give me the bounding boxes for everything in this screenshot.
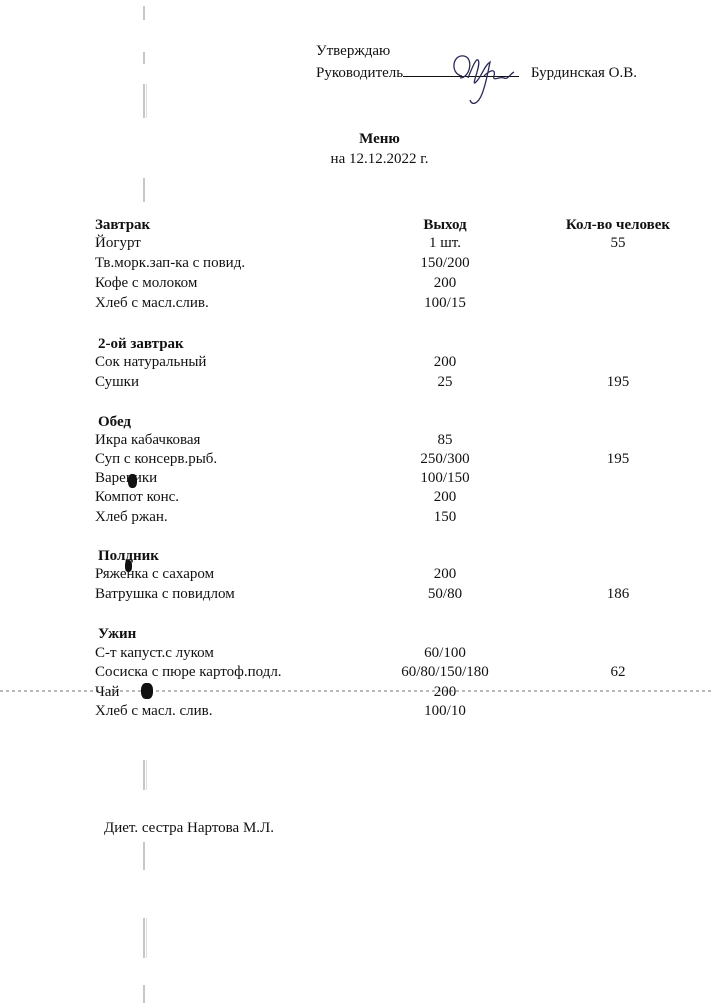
signatory: Диет. сестра Нартова М.Л.	[104, 820, 274, 836]
dish-output: 200	[433, 489, 457, 505]
dish-name: Хлеб ржан.	[95, 509, 168, 525]
ink-blot	[141, 683, 153, 699]
scan-artifact	[146, 760, 147, 790]
page-title: Меню	[359, 131, 400, 147]
dish-output: 1 шт.	[429, 235, 461, 251]
dish-name: Сушки	[95, 374, 139, 390]
dish-output: 100/150	[420, 470, 470, 486]
dish-output: 200	[433, 566, 457, 582]
dish-name: Суп с консерв.рыб.	[95, 451, 218, 467]
dish-output: 250/300	[420, 451, 470, 467]
dish-output: 150/200	[420, 255, 470, 271]
dish-output: 25	[437, 374, 453, 390]
dish-name: Хлеб с масл.слив.	[95, 295, 209, 311]
dish-name: Тв.морк.зап-ка с повид.	[95, 255, 246, 271]
dish-name: Ряженка с сахаром	[95, 566, 215, 582]
dish-name: Чай	[95, 684, 120, 700]
section-heading: 2-ой завтрак	[98, 336, 184, 352]
dish-output: 50/80	[427, 586, 463, 602]
scan-artifact	[143, 6, 145, 20]
dish-output: 200	[433, 684, 457, 700]
approve-label: Утверждаю	[316, 43, 391, 59]
dish-name: Сосиска с пюре картоф.подл.	[95, 664, 282, 680]
people-count: 195	[606, 451, 630, 467]
dish-output: 60/100	[424, 645, 466, 661]
scan-artifact	[143, 178, 145, 202]
col-header-output: Выход	[423, 217, 467, 233]
scan-artifact	[143, 760, 145, 790]
dish-output: 100/10	[424, 703, 466, 719]
dish-name: Компот конс.	[95, 489, 180, 505]
section-heading: Ужин	[98, 626, 137, 642]
dish-name: Икра кабачковая	[95, 432, 201, 448]
dish-name: Ватрушка с повидлом	[95, 586, 235, 602]
scan-artifact	[146, 84, 147, 118]
dish-output: 150	[433, 509, 457, 525]
dish-output: 85	[437, 432, 453, 448]
approver-name: Бурдинская О.В.	[530, 65, 637, 81]
col-header-meal: Завтрак	[95, 217, 151, 233]
position-label: Руководитель	[316, 65, 404, 81]
scan-artifact	[146, 918, 147, 958]
scan-artifact	[143, 985, 145, 1003]
scan-artifact	[143, 842, 145, 870]
people-count: 62	[610, 664, 626, 680]
people-count: 186	[606, 586, 630, 602]
people-count: 55	[610, 235, 626, 251]
dish-name: С-т капуст.с луком	[95, 645, 214, 661]
menu-date: на 12.12.2022 г.	[330, 151, 429, 167]
handwritten-signature	[448, 48, 518, 108]
dish-name: Сок натуральный	[95, 354, 207, 370]
scan-artifact	[143, 84, 145, 118]
dish-output: 100/15	[424, 295, 466, 311]
section-heading: Обед	[98, 414, 132, 430]
col-header-people: Кол-во человек	[565, 217, 671, 233]
dish-name: Кофе с молоком	[95, 275, 198, 291]
scan-artifact	[143, 52, 145, 64]
dish-name: Вареники	[95, 470, 158, 486]
scan-artifact	[143, 918, 145, 958]
section-heading: Полдник	[98, 548, 159, 564]
dish-output: 60/80/150/180	[401, 664, 489, 680]
dish-output: 200	[433, 354, 457, 370]
people-count: 195	[606, 374, 630, 390]
dish-name: Хлеб с масл. слив.	[95, 703, 213, 719]
dish-output: 200	[433, 275, 457, 291]
dish-name: Йогурт	[95, 235, 141, 251]
